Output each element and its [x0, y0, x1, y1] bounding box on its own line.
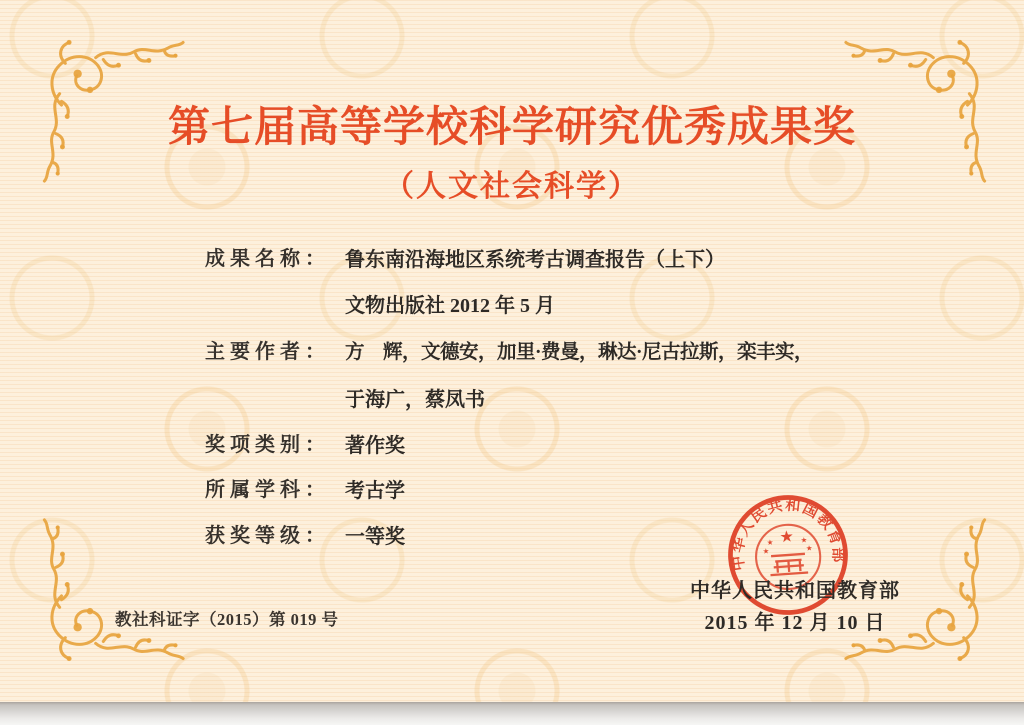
- svg-text:★: ★: [779, 528, 795, 547]
- field-label-discipline: 所 属 学 科 ：: [205, 479, 325, 501]
- svg-text:★: ★: [766, 537, 774, 548]
- field-label-achievement-name: 成 果 名 称 ：: [205, 248, 325, 270]
- issuer-name: 中华人民共和国教育部: [690, 580, 900, 602]
- svg-text:★: ★: [805, 543, 813, 553]
- field-label-award-category: 奖 项 类 别 ：: [205, 434, 325, 456]
- field-label-main-authors: 主 要 作 者 ：: [205, 341, 325, 363]
- scanner-edge-shadow: [0, 702, 1024, 725]
- field-value-achievement-name: 鲁东南沿海地区系统考古调查报告（上下）: [345, 249, 725, 271]
- svg-text:★: ★: [762, 546, 770, 556]
- issue-date: 2015 年 12 月 10 日: [704, 612, 886, 634]
- svg-text:★: ★: [800, 535, 808, 545]
- certificate-title: 第七届高等学校科学研究优秀成果奖: [167, 105, 856, 151]
- certificate-number: 教社科证字（2015）第 019 号: [115, 610, 339, 629]
- seal-ring-text: 中华人民共和国教育部: [730, 497, 846, 572]
- field-value-main-authors-continued: 于海广，蔡凤书: [345, 389, 485, 411]
- field-value-award-category: 著作奖: [345, 435, 405, 457]
- corner-ornament-bottom-left: [33, 518, 185, 670]
- certificate-subtitle: （人文社会科学）: [384, 170, 640, 203]
- field-value-main-authors: 方 辉，文德安，加里·费曼，琳达·尼古拉斯，栾丰实，: [345, 342, 814, 363]
- field-label-award-grade: 获 奖 等 级 ：: [205, 525, 325, 547]
- field-value-discipline: 考古学: [345, 480, 405, 502]
- field-value-publisher-date: 文物出版社 2012 年 5 月: [345, 295, 555, 317]
- ministry-of-education-seal: [718, 485, 859, 626]
- field-value-award-grade: 一等奖: [345, 526, 405, 548]
